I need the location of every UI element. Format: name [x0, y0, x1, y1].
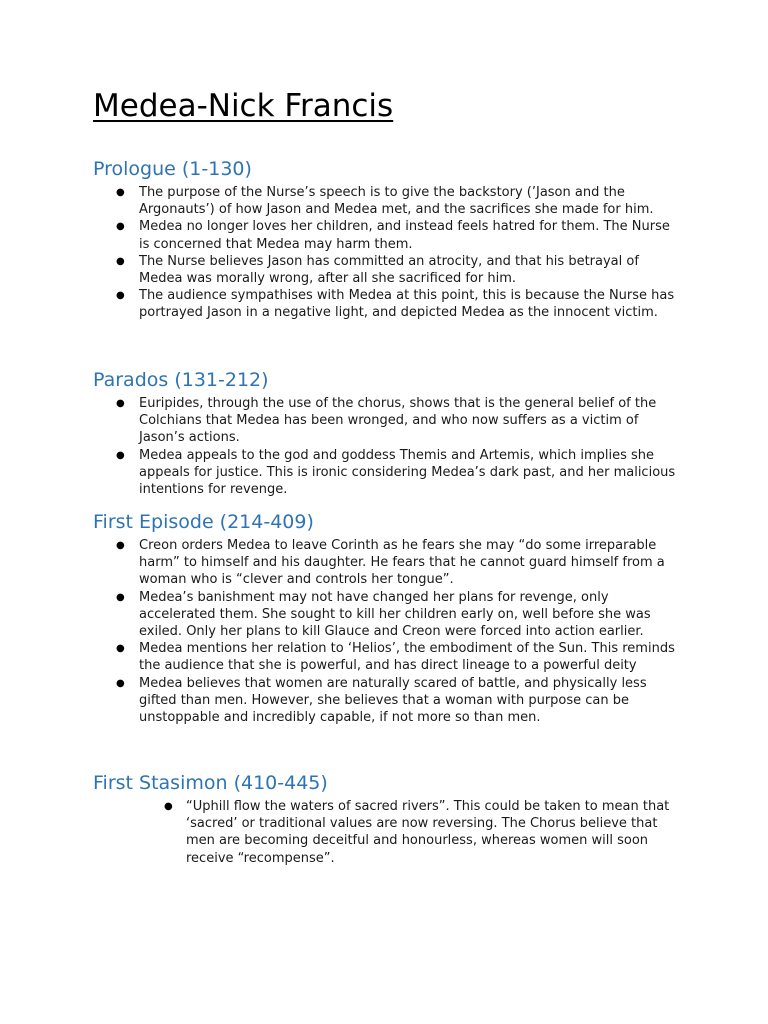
- list-item: [93, 640, 683, 674]
- list-item: [93, 287, 683, 321]
- list-item-text: Medea no longer loves her children, and instead feels hatred for them. The Nurse is concerned that Medea may harm them.: [139, 219, 670, 252]
- list-item-text: “Uphill flow the waters of sacred rivers”. This could be taken to mean that ‘sacred’ or traditional values are now reversing. The Chorus believe that men are becoming deceitful and honourless, whereas women will soon receive “recompense”.: [186, 799, 670, 866]
- bullet-icon: ●: [116, 591, 125, 603]
- bullet-icon: ●: [116, 398, 125, 409]
- bullet-icon: ●: [116, 255, 125, 267]
- bullet-list: [93, 537, 683, 726]
- list-item: [93, 184, 683, 218]
- list-item-text: Medea’s banishment may not have changed her plans for revenge, only accelerated them. She sought to kill her children early on, well before she was exiled. Only her plans to kill Glauce and Creon were forced into action earlier.: [139, 589, 651, 640]
- section-first-episode: [93, 510, 683, 726]
- bullet-icon: ●: [116, 290, 125, 302]
- section-prologue: [93, 157, 683, 322]
- section-heading: Parados (131-212): [93, 369, 269, 391]
- list-item-text: Medea appeals to the god and goddess Themis and Artemis, which implies she appeals for justice. This is ironic considering Medea’s dark past, and her malicious intentions for revenge.: [139, 447, 676, 498]
- bullet-list: [93, 395, 683, 498]
- list-item: [93, 589, 683, 641]
- bullet-list: [93, 798, 683, 867]
- bullet-icon: ●: [116, 643, 125, 655]
- bullet-icon: ●: [164, 801, 173, 812]
- section-heading: First Episode (214-409): [93, 511, 314, 533]
- list-item: [93, 218, 683, 252]
- list-item-text: Creon orders Medea to leave Corinth as he fears she may “do some irreparable harm” to himself and his daughter. He fears that he cannot guard himself from a woman who is “clever and controls her tongue”.: [139, 538, 665, 588]
- list-item: [93, 798, 683, 867]
- bullet-icon: ●: [116, 187, 125, 198]
- document-title: Medea-Nick Francis: [93, 88, 394, 124]
- list-item-text: The audience sympathises with Medea at this point, this is because the Nurse has portrayed Jason in a negative light, and depicted Medea as the innocent victim.: [139, 288, 675, 321]
- bullet-icon: ●: [116, 221, 125, 233]
- list-item: [93, 537, 683, 589]
- section-heading: First Stasimon (410-445): [93, 772, 328, 794]
- list-item-text: Euripides, through the use of the chorus, shows that is the general belief of the Colchians that Medea has been wronged, and who now suffers as a victim of Jason’s actions.: [139, 396, 657, 446]
- list-item-text: The Nurse believes Jason has committed an atrocity, and that his betrayal of Medea was morally wrong, after all she sacrificed for him.: [139, 253, 639, 287]
- section-heading: Prologue (1-130): [93, 158, 252, 180]
- list-item-text: Medea mentions her relation to ‘Helios’, the embodiment of the Sun. This reminds the audience that she is powerful, and has direct lineage to a powerful deity: [139, 641, 675, 674]
- bullet-icon: ●: [116, 449, 125, 461]
- bullet-list: [93, 184, 683, 322]
- list-item: [93, 447, 683, 499]
- list-item: [93, 253, 683, 287]
- section-first-stasimon: [93, 771, 683, 867]
- bullet-icon: ●: [116, 677, 125, 689]
- bullet-icon: ●: [116, 540, 125, 551]
- list-item: [93, 675, 683, 727]
- list-item: [93, 395, 683, 447]
- list-item-text: Medea believes that women are naturally scared of battle, and physically less gifted than men. However, she believes that a woman with purpose can be unstoppable and incredibly capable, if not more so than men.: [139, 675, 647, 726]
- list-item-text: The purpose of the Nurse’s speech is to give the backstory (’Jason and the Argonauts’) of how Jason and Medea met, and the sacrifices she made for him.: [139, 185, 654, 218]
- section-parados: [93, 368, 683, 498]
